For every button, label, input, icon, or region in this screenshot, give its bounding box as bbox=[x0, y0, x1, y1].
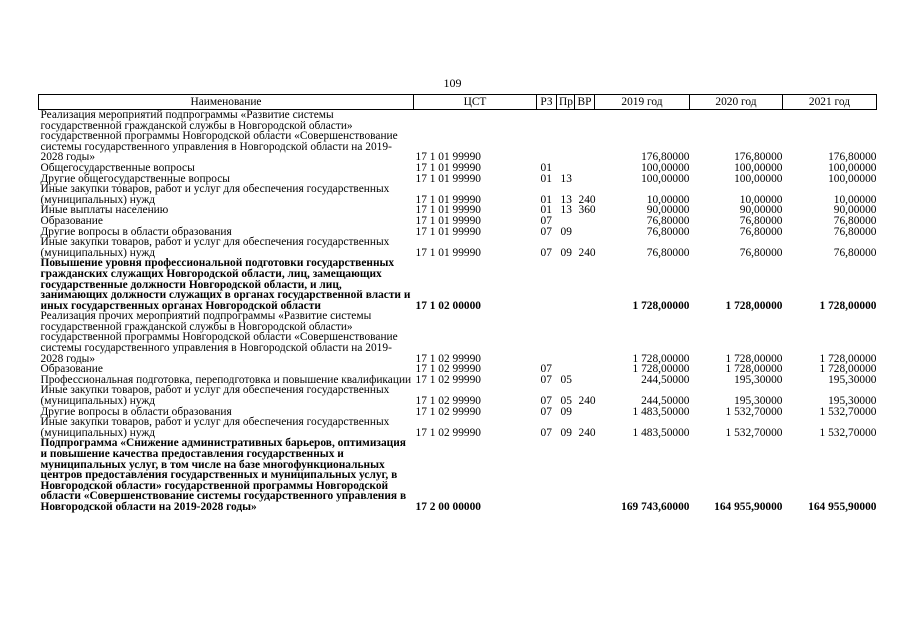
cell-pr bbox=[557, 110, 575, 163]
cell-2021: 195,30000 bbox=[828, 373, 877, 386]
cell-cst: 17 1 02 99990 bbox=[415, 395, 481, 408]
table-row bbox=[39, 385, 877, 406]
table-row bbox=[39, 237, 877, 258]
cell-vr bbox=[575, 375, 595, 386]
cell-rz: 07 bbox=[540, 246, 552, 259]
cell-2019: 90,00000 bbox=[646, 204, 690, 217]
cell-2019: 1 728,00000 bbox=[632, 299, 690, 312]
cell-name: Другие вопросы в области образования bbox=[40, 225, 232, 238]
cell-pr: 13 bbox=[560, 193, 572, 206]
cell-cst: 17 1 01 99990 bbox=[415, 246, 481, 259]
cell-vr bbox=[575, 174, 595, 185]
cell-2020: 164 955,90000 bbox=[714, 500, 783, 513]
cell-2020: 176,80000 bbox=[734, 151, 783, 164]
budget-table bbox=[38, 94, 877, 513]
cell-vr bbox=[575, 163, 595, 174]
cell-2019: 76,80000 bbox=[646, 214, 690, 227]
cell-pr: 13 bbox=[560, 204, 572, 217]
cell-vr bbox=[575, 438, 595, 512]
cell-2020: 76,80000 bbox=[739, 225, 783, 238]
cell-vr: 240 bbox=[578, 246, 596, 259]
cell-rz bbox=[537, 258, 557, 311]
cell-name: Образование bbox=[40, 214, 103, 227]
cell-cst: 17 1 01 99990 bbox=[415, 193, 481, 206]
cell-2021: 100,00000 bbox=[828, 161, 877, 174]
table-row bbox=[39, 258, 877, 311]
cell-2020: 90,00000 bbox=[739, 204, 783, 217]
cell-pr bbox=[557, 163, 575, 174]
cell-name: Иные закупки товаров, работ и услуг для обеспечения государственных (муниципальных) нужд bbox=[40, 416, 390, 439]
header-2020: 2020 год bbox=[690, 95, 783, 110]
cell-cst: 17 1 02 99990 bbox=[415, 352, 481, 365]
cell-rz: 01 bbox=[540, 172, 552, 185]
cell-vr: 360 bbox=[578, 204, 596, 217]
cell-cst: 17 2 00 00000 bbox=[415, 500, 481, 513]
cell-cst: 17 1 01 99990 bbox=[415, 172, 481, 185]
cell-vr: 240 bbox=[578, 395, 596, 408]
cell-pr bbox=[557, 258, 575, 311]
cell-vr bbox=[575, 216, 595, 227]
cell-name: Образование bbox=[40, 363, 103, 376]
header-rz: РЗ bbox=[537, 95, 557, 110]
cell-2021: 1 532,70000 bbox=[819, 426, 877, 439]
cell-rz bbox=[537, 110, 557, 163]
cell-2019: 100,00000 bbox=[641, 172, 690, 185]
cell-2019: 10,00000 bbox=[646, 193, 690, 206]
cell-vr: 240 bbox=[578, 426, 596, 439]
header-2021: 2021 год bbox=[783, 95, 877, 110]
cell-name: Другие вопросы в области образования bbox=[40, 405, 232, 418]
cell-cst: 17 1 02 99990 bbox=[415, 363, 481, 376]
cell-cst: 17 1 02 99990 bbox=[415, 373, 481, 386]
cell-2019: 1 728,00000 bbox=[632, 363, 690, 376]
cell-name: Повышение уровня профессиональной подготовки государственных гражданских служащих Новгородской области, лиц, замещающих государственные должности Новгородской области, и лиц, занимающих должности служащих в органах государственной власти и иных государственных органах Новгородской области bbox=[40, 257, 411, 312]
cell-pr bbox=[557, 438, 575, 512]
cell-vr bbox=[575, 110, 595, 163]
header-2019: 2019 год bbox=[595, 95, 690, 110]
cell-2019: 76,80000 bbox=[646, 225, 690, 238]
page-number: 109 bbox=[443, 76, 462, 90]
cell-name: Профессиональная подготовка, переподготовка и повышение квалификации bbox=[40, 373, 412, 386]
cell-2019: 1 483,50000 bbox=[632, 405, 690, 418]
header-vr: ВР bbox=[575, 95, 595, 110]
cell-rz bbox=[537, 438, 557, 512]
cell-2021: 1 532,70000 bbox=[819, 405, 877, 418]
header-cst: ЦСТ bbox=[414, 95, 537, 110]
cell-vr: 240 bbox=[578, 193, 596, 206]
table-row bbox=[39, 438, 877, 512]
table-row bbox=[39, 110, 877, 163]
cell-rz: 01 bbox=[540, 193, 552, 206]
cell-2020: 100,00000 bbox=[734, 161, 783, 174]
cell-pr bbox=[557, 311, 575, 364]
cell-2021: 10,00000 bbox=[833, 193, 877, 206]
cell-2019: 76,80000 bbox=[646, 246, 690, 259]
cell-2020: 1 728,00000 bbox=[725, 363, 783, 376]
table-row bbox=[39, 417, 877, 438]
cell-cst: 17 1 02 99990 bbox=[415, 405, 481, 418]
cell-vr bbox=[575, 258, 595, 311]
cell-2021: 176,80000 bbox=[828, 151, 877, 164]
cell-rz: 07 bbox=[540, 214, 552, 227]
cell-2020: 1 532,70000 bbox=[725, 426, 783, 439]
cell-vr bbox=[575, 407, 595, 418]
cell-rz: 07 bbox=[540, 373, 552, 386]
cell-2021: 76,80000 bbox=[833, 214, 877, 227]
cell-vr bbox=[575, 227, 595, 238]
cell-2019: 244,50000 bbox=[641, 395, 690, 408]
table-row bbox=[39, 216, 877, 227]
cell-2019: 1 728,00000 bbox=[632, 352, 690, 365]
cell-rz: 07 bbox=[540, 426, 552, 439]
cell-pr bbox=[557, 216, 575, 227]
cell-pr: 09 bbox=[560, 246, 572, 259]
cell-cst: 17 1 02 00000 bbox=[415, 299, 481, 312]
cell-cst: 17 1 02 99990 bbox=[415, 426, 481, 439]
cell-name: Иные закупки товаров, работ и услуг для обеспечения государственных (муниципальных) нужд bbox=[40, 183, 390, 206]
cell-2021: 100,00000 bbox=[828, 172, 877, 185]
cell-name: Иные закупки товаров, работ и услуг для обеспечения государственных (муниципальных) нужд bbox=[40, 384, 390, 408]
table-header-row bbox=[39, 95, 877, 110]
cell-name: Иные выплаты населению bbox=[40, 204, 169, 217]
table-body bbox=[39, 110, 877, 513]
cell-pr: 13 bbox=[560, 172, 572, 185]
cell-2021: 76,80000 bbox=[833, 246, 877, 259]
cell-2019: 244,50000 bbox=[641, 373, 690, 386]
cell-2020: 76,80000 bbox=[739, 246, 783, 259]
cell-rz: 07 bbox=[540, 363, 552, 376]
cell-vr bbox=[575, 364, 595, 375]
cell-2021: 195,30000 bbox=[828, 395, 877, 408]
cell-name: Реализация прочих мероприятий подпрограммы «Развитие системы государственной гражданской службы в Новгородской области» государственной программы Новгородской области «Совершенствование системы государственного управления в Новгородской области на 2019-2028 годы» bbox=[40, 310, 398, 365]
cell-2020: 195,30000 bbox=[734, 395, 783, 408]
cell-2021: 1 728,00000 bbox=[819, 363, 877, 376]
cell-2019: 176,80000 bbox=[641, 151, 690, 164]
cell-cst: 17 1 01 99990 bbox=[415, 204, 481, 217]
cell-2021: 76,80000 bbox=[833, 225, 877, 238]
cell-pr: 09 bbox=[560, 225, 572, 238]
cell-rz: 07 bbox=[540, 405, 552, 418]
header-name: Наименование bbox=[39, 95, 414, 110]
cell-rz: 01 bbox=[540, 204, 552, 217]
cell-2019: 100,00000 bbox=[641, 161, 690, 174]
cell-2020: 100,00000 bbox=[734, 172, 783, 185]
cell-cst: 17 1 01 99990 bbox=[415, 214, 481, 227]
table-row bbox=[39, 311, 877, 364]
cell-2020: 10,00000 bbox=[739, 193, 783, 206]
cell-2019: 169 743,60000 bbox=[621, 500, 690, 513]
cell-2020: 1 728,00000 bbox=[725, 299, 783, 312]
cell-2020: 76,80000 bbox=[739, 214, 783, 227]
cell-2019: 1 483,50000 bbox=[632, 426, 690, 439]
cell-rz bbox=[537, 311, 557, 364]
cell-rz: 07 bbox=[540, 395, 552, 408]
cell-rz: 07 bbox=[540, 225, 552, 238]
cell-vr bbox=[575, 311, 595, 364]
cell-2020: 1 728,00000 bbox=[725, 352, 783, 365]
cell-2021: 1 728,00000 bbox=[819, 299, 877, 312]
cell-2020: 195,30000 bbox=[734, 373, 783, 386]
cell-pr: 09 bbox=[560, 405, 572, 418]
header-pr: Пр bbox=[557, 95, 575, 110]
cell-pr: 09 bbox=[560, 426, 572, 439]
cell-name: Реализация мероприятий подпрограммы «Развитие системы государственной гражданской службы в Новгородской области» государственной программы Новгородской области «Совершенствование системы государственного управления в Новгородской области на 2019-2028 годы» bbox=[40, 109, 398, 164]
cell-name: Другие общегосударственные вопросы bbox=[40, 172, 230, 185]
cell-cst: 17 1 01 99990 bbox=[415, 225, 481, 238]
cell-2021: 90,00000 bbox=[833, 204, 877, 217]
cell-pr: 05 bbox=[560, 373, 572, 386]
cell-cst: 17 1 01 99990 bbox=[415, 151, 481, 164]
cell-name: Иные закупки товаров, работ и услуг для обеспечения государственных (муниципальных) нужд bbox=[40, 236, 390, 259]
cell-2021: 164 955,90000 bbox=[808, 500, 877, 513]
cell-name: Подпрограмма «Снижение административных барьеров, оптимизация и повышение качества предоставления государственных и муниципальных услуг, в том числе на базе многофункциональных центров предоставления государственных и муниципальных услуг, в Новгородской области» государственной программы Новгородской области «Совершенствование системы государственного управления в Новгородской области на 2019-2028 годы» bbox=[40, 437, 407, 513]
cell-name: Общегосударственные вопросы bbox=[40, 161, 195, 174]
cell-cst: 17 1 01 99990 bbox=[415, 161, 481, 174]
table-row bbox=[39, 184, 877, 205]
cell-pr: 05 bbox=[560, 395, 572, 408]
cell-rz: 01 bbox=[540, 161, 552, 174]
cell-2020: 1 532,70000 bbox=[725, 405, 783, 418]
table-row bbox=[39, 163, 877, 174]
cell-2021: 1 728,00000 bbox=[819, 352, 877, 365]
